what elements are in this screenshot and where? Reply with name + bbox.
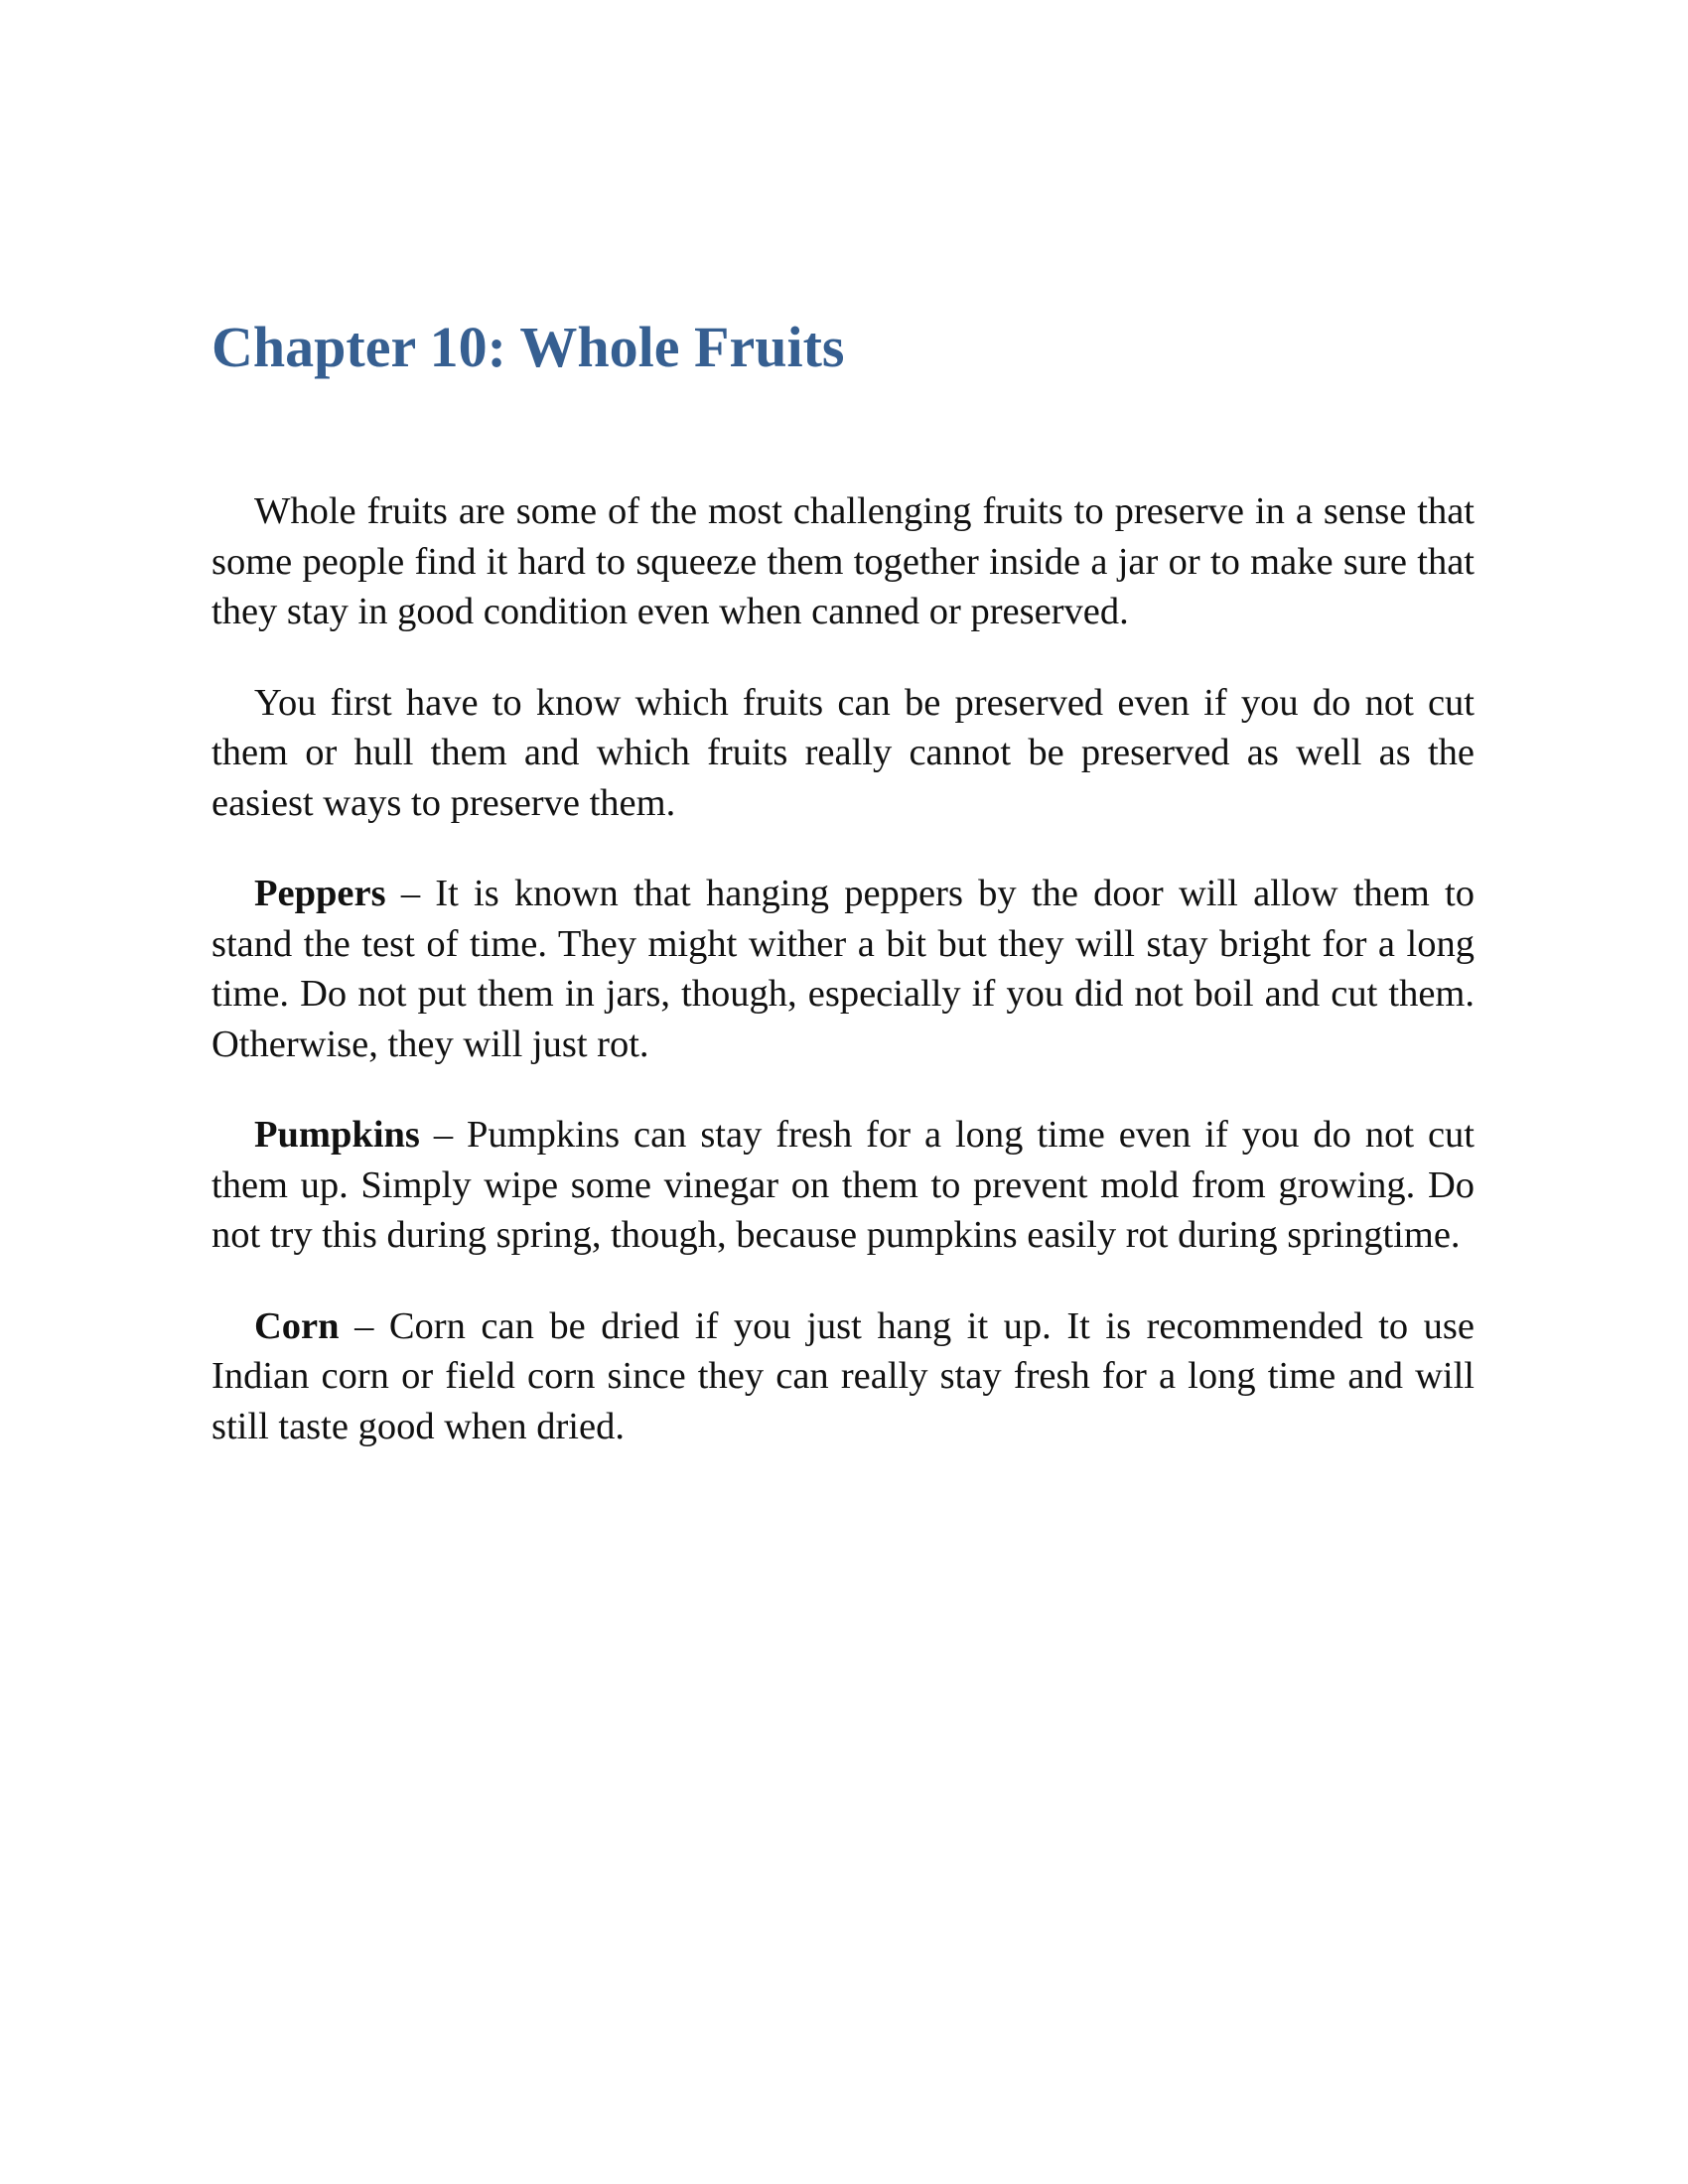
entry-term: Peppers [254,873,386,914]
page-content [211,308,1475,1492]
know-paragraph: You first have to know which fruits can be preserved even if you do not cut them or hull them and which fruits really cannot be preserved as well as the easiest ways to preserve them. [211,681,1475,824]
entry-term: Corn [254,1304,340,1347]
entry-peppers [211,869,1475,1069]
intro-paragraph: Whole fruits are some of the most challenging fruits to preserve in a sense that some people find it hard to squeeze them together inside a jar or to make sure that they stay in good condition even when canned or preserved. [211,490,1475,632]
entry-pumpkins [211,1110,1475,1261]
entry-text: – Pumpkins can stay fresh for a long time even if you do not cut them up. Simply wipe some vinegar on them to prevent mold from growing. Do not try this during spring, though, because pumpkins easily rot during springtime. [211,1114,1475,1256]
chapter-title: Chapter 10: Whole Fruits [211,315,845,379]
entry-text: – It is known that hanging peppers by the door will allow them to stand the test of time. They might wither a bit but they will stay bright for a long time. Do not put them in jars, though, especially if you did not boil and cut them. Otherwise, they will just rot. [211,873,1475,1065]
entry-text: – Corn can be dried if you just hang it up. It is recommended to use Indian corn or field corn since they can really stay fresh for a long time and will still taste good when dried. [211,1304,1475,1447]
entry-corn [211,1301,1475,1452]
entry-term: Pumpkins [254,1114,420,1156]
